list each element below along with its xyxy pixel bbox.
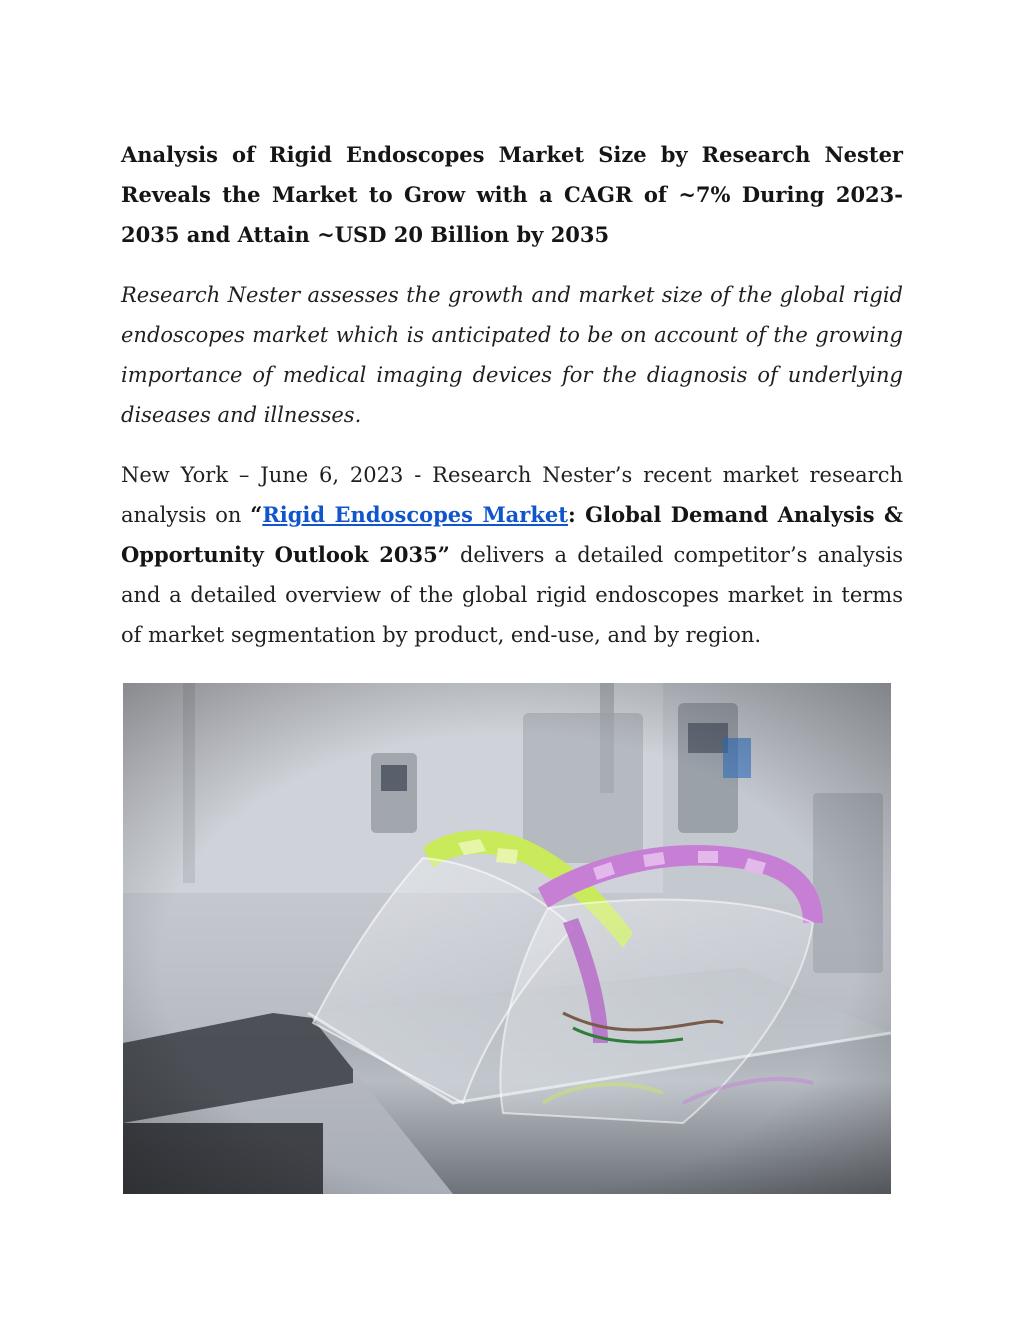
report-subtitle: : Global Demand Analysis & Opportunity Outlook 2035” bbox=[121, 502, 903, 567]
article-lede: Research Nester assesses the growth and market size of the global rigid endoscopes market which is anticipated to be on account of the growing importance of medical imaging devices for the diagnosis of underlying diseases and illnesses. bbox=[121, 283, 903, 427]
body-rest: delivers a detailed competitor’s analysis and a detailed overview of the global rigid endoscopes market in terms of market segmentation by product, end-use, and by region. bbox=[121, 543, 903, 647]
report-link[interactable]: Rigid Endoscopes Market bbox=[262, 502, 568, 527]
article-title: Analysis of Rigid Endoscopes Market Size by Research Nester Reveals the Market to Grow with a CAGR of ~7% During 2023-2035 and Attain ~USD 20 Billion by 2035 bbox=[121, 142, 903, 247]
body-intro: New York – June 6, 2023 - Research Nester’s recent market research analysis on bbox=[121, 463, 903, 527]
quote-open: “ bbox=[250, 502, 263, 527]
article-photo bbox=[123, 683, 891, 1194]
article-body-paragraph bbox=[121, 455, 903, 655]
article bbox=[121, 135, 903, 655]
